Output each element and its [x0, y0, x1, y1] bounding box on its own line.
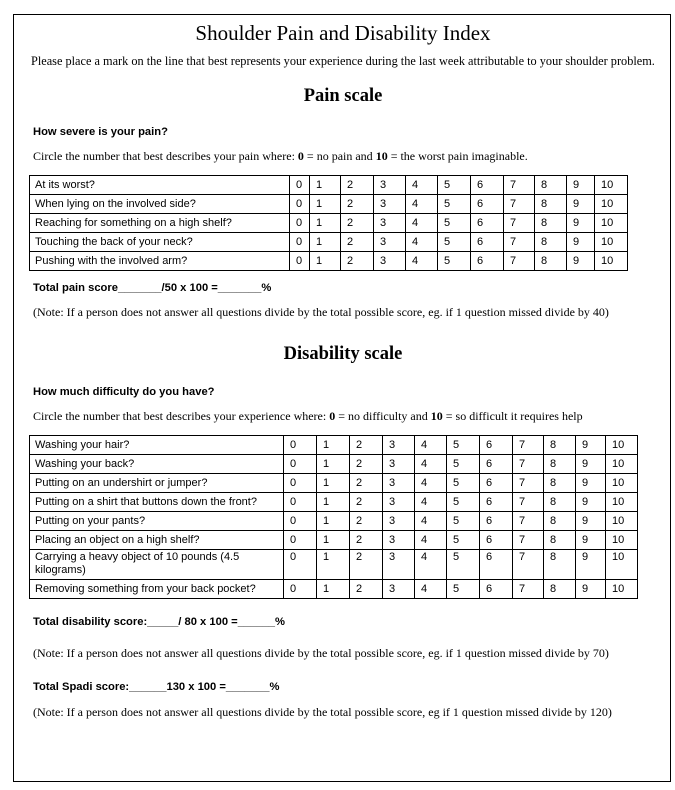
disability-question: How much difficulty do you have? [33, 386, 215, 398]
pain-scale-row [30, 176, 628, 195]
pain-score-option-9[interactable]: 9 [567, 233, 595, 252]
pain-score-option-9[interactable]: 9 [567, 195, 595, 214]
disability-score-option-7[interactable]: 7 [513, 512, 544, 531]
pain-score-option-4[interactable]: 4 [406, 176, 438, 195]
pain-score-option-7[interactable]: 7 [504, 214, 535, 233]
disability-item-label: Carrying a heavy object of 10 pounds (4.5 kilograms) [30, 550, 284, 580]
pain-item-label: When lying on the involved side? [30, 195, 290, 214]
pain-score-option-1[interactable]: 1 [310, 214, 341, 233]
pain-score-option-10[interactable]: 10 [595, 195, 628, 214]
spadi-note: (Note: If a person does not answer all questions divide by the total possible score, eg if 1 question missed divide by 120) [33, 705, 612, 719]
pain-score-option-0[interactable]: 0 [290, 214, 310, 233]
pain-score-option-7[interactable]: 7 [504, 195, 535, 214]
disability-item-label: Placing an object on a high shelf? [30, 531, 284, 550]
disability-score-option-5[interactable]: 5 [447, 436, 480, 455]
disability-circle-instruction: Circle the number that best describes your experience where: 0 = no difficulty and 10 = so difficult it requires help [33, 409, 583, 423]
disability-score-option-9[interactable]: 9 [576, 550, 606, 580]
disability-score-option-1[interactable]: 1 [317, 531, 350, 550]
disability-score-option-4[interactable]: 4 [415, 531, 447, 550]
disability-score-option-10[interactable]: 10 [606, 493, 638, 512]
disability-score-option-1[interactable]: 1 [317, 493, 350, 512]
disability-score-option-3[interactable]: 3 [383, 474, 415, 493]
disability-score-option-4[interactable]: 4 [415, 512, 447, 531]
disability-score-option-9[interactable]: 9 [576, 493, 606, 512]
pain-score-option-0[interactable]: 0 [290, 176, 310, 195]
pain-scale-row [30, 214, 628, 233]
pain-score-option-8[interactable]: 8 [535, 195, 567, 214]
disability-score-option-7[interactable]: 7 [513, 580, 544, 599]
pain-score-option-2[interactable]: 2 [341, 214, 374, 233]
disability-scale-row [30, 531, 638, 550]
disability-scale-row [30, 493, 638, 512]
pain-score-option-4[interactable]: 4 [406, 233, 438, 252]
disability-scale-row [30, 580, 638, 599]
disability-score-option-9[interactable]: 9 [576, 531, 606, 550]
pain-score-option-7[interactable]: 7 [504, 233, 535, 252]
disability-score-option-8[interactable]: 8 [544, 531, 576, 550]
pain-score-option-9[interactable]: 9 [567, 214, 595, 233]
pain-score-option-3[interactable]: 3 [374, 233, 406, 252]
disability-note: (Note: If a person does not answer all questions divide by the total possible score, eg. if 1 question missed divide by 70) [33, 646, 609, 660]
disability-score-option-9[interactable]: 9 [576, 580, 606, 599]
disability-score-option-6[interactable]: 6 [480, 474, 513, 493]
pain-score-option-9[interactable]: 9 [567, 252, 595, 271]
disability-score-option-10[interactable]: 10 [606, 455, 638, 474]
pain-score-option-1[interactable]: 1 [310, 252, 341, 271]
disability-score-option-7[interactable]: 7 [513, 531, 544, 550]
disability-score-option-10[interactable]: 10 [606, 550, 638, 580]
pain-item-label: At its worst? [30, 176, 290, 195]
pain-score-option-3[interactable]: 3 [374, 252, 406, 271]
disability-score-option-6[interactable]: 6 [480, 436, 513, 455]
pain-circle-instruction: Circle the number that best describes your pain where: 0 = no pain and 10 = the worst pain imaginable. [33, 149, 528, 163]
pain-score-option-2[interactable]: 2 [341, 176, 374, 195]
disability-item-label: Washing your hair? [30, 436, 284, 455]
disability-score-option-7[interactable]: 7 [513, 436, 544, 455]
form-page [13, 14, 671, 782]
disability-score-option-2[interactable]: 2 [350, 531, 383, 550]
page-title: Shoulder Pain and Disability Index [195, 21, 491, 45]
pain-item-label: Reaching for something on a high shelf? [30, 214, 290, 233]
disability-score-option-0[interactable]: 0 [284, 493, 317, 512]
disability-score-option-1[interactable]: 1 [317, 512, 350, 531]
form-instruction: Please place a mark on the line that best represents your experience during the last week attributable to your shoulder problem. [31, 54, 655, 68]
disability-score-option-1[interactable]: 1 [317, 455, 350, 474]
pain-score-option-5[interactable]: 5 [438, 214, 471, 233]
pain-scale-heading: Pain scale [303, 86, 383, 106]
disability-score-option-8[interactable]: 8 [544, 436, 576, 455]
disability-score-option-8[interactable]: 8 [544, 512, 576, 531]
disability-score-option-8[interactable]: 8 [544, 493, 576, 512]
disability-score-option-5[interactable]: 5 [447, 531, 480, 550]
disability-score-option-8[interactable]: 8 [544, 455, 576, 474]
disability-score-option-2[interactable]: 2 [350, 436, 383, 455]
pain-score-option-5[interactable]: 5 [438, 176, 471, 195]
disability-scale-row [30, 436, 638, 455]
disability-score-option-6[interactable]: 6 [480, 512, 513, 531]
pain-score-option-4[interactable]: 4 [406, 214, 438, 233]
disability-score-option-3[interactable]: 3 [383, 493, 415, 512]
disability-score-option-10[interactable]: 10 [606, 580, 638, 599]
pain-score-option-7[interactable]: 7 [504, 252, 535, 271]
pain-score-option-8[interactable]: 8 [535, 233, 567, 252]
pain-question: How severe is your pain? [33, 126, 168, 138]
disability-item-label: Putting on a shirt that buttons down the front? [30, 493, 284, 512]
disability-score-option-5[interactable]: 5 [447, 512, 480, 531]
pain-score-option-1[interactable]: 1 [310, 233, 341, 252]
disability-score-option-5[interactable]: 5 [447, 493, 480, 512]
pain-score-option-3[interactable]: 3 [374, 176, 406, 195]
disability-score-option-6[interactable]: 6 [480, 493, 513, 512]
disability-item-label: Removing something from your back pocket? [30, 580, 284, 599]
pain-score-option-2[interactable]: 2 [341, 252, 374, 271]
disability-score-option-7[interactable]: 7 [513, 455, 544, 474]
pain-score-option-10[interactable]: 10 [595, 176, 628, 195]
disability-item-label: Putting on an undershirt or jumper? [30, 474, 284, 493]
disability-score-option-10[interactable]: 10 [606, 531, 638, 550]
pain-score-option-2[interactable]: 2 [341, 195, 374, 214]
disability-score-option-0[interactable]: 0 [284, 531, 317, 550]
disability-score-option-3[interactable]: 3 [383, 455, 415, 474]
disability-score-option-8[interactable]: 8 [544, 474, 576, 493]
pain-score-option-1[interactable]: 1 [310, 176, 341, 195]
pain-scale-row [30, 195, 628, 214]
pain-note: (Note: If a person does not answer all questions divide by the total possible score, eg. if 1 question missed divide by 40) [33, 305, 609, 319]
disability-scale-row [30, 550, 638, 580]
disability-total-score: Total disability score:_____/ 80 x 100 =______% [33, 616, 285, 628]
pain-score-option-5[interactable]: 5 [438, 195, 471, 214]
disability-score-option-2[interactable]: 2 [350, 512, 383, 531]
spadi-total-score: Total Spadi score:______130 x 100 =_______% [33, 681, 280, 693]
pain-scale-table [29, 175, 628, 271]
disability-score-option-5[interactable]: 5 [447, 474, 480, 493]
pain-score-option-7[interactable]: 7 [504, 176, 535, 195]
disability-score-option-7[interactable]: 7 [513, 474, 544, 493]
disability-scale-heading: Disability scale [283, 344, 403, 364]
disability-score-option-3[interactable]: 3 [383, 550, 415, 580]
disability-score-option-4[interactable]: 4 [415, 436, 447, 455]
pain-score-option-3[interactable]: 3 [374, 214, 406, 233]
disability-score-option-10[interactable]: 10 [606, 474, 638, 493]
disability-score-option-6[interactable]: 6 [480, 455, 513, 474]
pain-total-score: Total pain score_______/50 x 100 =_______% [33, 282, 272, 294]
pain-score-option-0[interactable]: 0 [290, 195, 310, 214]
disability-score-option-6[interactable]: 6 [480, 531, 513, 550]
disability-score-option-3[interactable]: 3 [383, 436, 415, 455]
disability-score-option-6[interactable]: 6 [480, 580, 513, 599]
pain-score-option-4[interactable]: 4 [406, 252, 438, 271]
disability-score-option-4[interactable]: 4 [415, 580, 447, 599]
disability-score-option-1[interactable]: 1 [317, 436, 350, 455]
disability-score-option-10[interactable]: 10 [606, 436, 638, 455]
disability-score-option-0[interactable]: 0 [284, 436, 317, 455]
pain-score-option-10[interactable]: 10 [595, 252, 628, 271]
pain-score-option-6[interactable]: 6 [471, 195, 504, 214]
disability-score-option-7[interactable]: 7 [513, 493, 544, 512]
disability-score-option-0[interactable]: 0 [284, 474, 317, 493]
pain-score-option-5[interactable]: 5 [438, 233, 471, 252]
pain-score-option-4[interactable]: 4 [406, 195, 438, 214]
disability-score-option-3[interactable]: 3 [383, 531, 415, 550]
disability-scale-row [30, 512, 638, 531]
pain-scale-row [30, 252, 628, 271]
disability-score-option-4[interactable]: 4 [415, 474, 447, 493]
disability-score-option-6[interactable]: 6 [480, 550, 513, 580]
disability-score-option-5[interactable]: 5 [447, 550, 480, 580]
pain-score-option-8[interactable]: 8 [535, 252, 567, 271]
pain-score-option-0[interactable]: 0 [290, 233, 310, 252]
disability-score-option-5[interactable]: 5 [447, 580, 480, 599]
disability-score-option-2[interactable]: 2 [350, 474, 383, 493]
pain-score-option-6[interactable]: 6 [471, 176, 504, 195]
pain-score-option-6[interactable]: 6 [471, 233, 504, 252]
disability-score-option-0[interactable]: 0 [284, 512, 317, 531]
disability-scale-row [30, 455, 638, 474]
pain-score-option-6[interactable]: 6 [471, 214, 504, 233]
disability-scale-row [30, 474, 638, 493]
pain-score-option-2[interactable]: 2 [341, 233, 374, 252]
disability-score-option-2[interactable]: 2 [350, 455, 383, 474]
pain-score-option-8[interactable]: 8 [535, 214, 567, 233]
disability-score-option-9[interactable]: 9 [576, 474, 606, 493]
disability-score-option-10[interactable]: 10 [606, 512, 638, 531]
pain-score-option-5[interactable]: 5 [438, 252, 471, 271]
pain-score-option-1[interactable]: 1 [310, 195, 341, 214]
disability-score-option-7[interactable]: 7 [513, 550, 544, 580]
disability-score-option-1[interactable]: 1 [317, 580, 350, 599]
disability-score-option-0[interactable]: 0 [284, 455, 317, 474]
pain-score-option-10[interactable]: 10 [595, 233, 628, 252]
pain-scale-row [30, 233, 628, 252]
disability-score-option-8[interactable]: 8 [544, 550, 576, 580]
disability-scale-table [29, 435, 638, 599]
disability-score-option-2[interactable]: 2 [350, 493, 383, 512]
disability-score-option-2[interactable]: 2 [350, 550, 383, 580]
pain-score-option-10[interactable]: 10 [595, 214, 628, 233]
pain-item-label: Touching the back of your neck? [30, 233, 290, 252]
disability-score-option-0[interactable]: 0 [284, 580, 317, 599]
disability-score-option-2[interactable]: 2 [350, 580, 383, 599]
pain-score-option-9[interactable]: 9 [567, 176, 595, 195]
disability-item-label: Washing your back? [30, 455, 284, 474]
disability-score-option-5[interactable]: 5 [447, 455, 480, 474]
pain-score-option-0[interactable]: 0 [290, 252, 310, 271]
disability-score-option-4[interactable]: 4 [415, 550, 447, 580]
disability-score-option-1[interactable]: 1 [317, 550, 350, 580]
disability-score-option-3[interactable]: 3 [383, 512, 415, 531]
pain-score-option-8[interactable]: 8 [535, 176, 567, 195]
disability-score-option-9[interactable]: 9 [576, 455, 606, 474]
disability-item-label: Putting on your pants? [30, 512, 284, 531]
disability-score-option-3[interactable]: 3 [383, 580, 415, 599]
disability-score-option-8[interactable]: 8 [544, 580, 576, 599]
pain-score-option-6[interactable]: 6 [471, 252, 504, 271]
disability-score-option-9[interactable]: 9 [576, 512, 606, 531]
pain-score-option-3[interactable]: 3 [374, 195, 406, 214]
disability-score-option-4[interactable]: 4 [415, 455, 447, 474]
disability-score-option-4[interactable]: 4 [415, 493, 447, 512]
pain-item-label: Pushing with the involved arm? [30, 252, 290, 271]
disability-score-option-9[interactable]: 9 [576, 436, 606, 455]
disability-score-option-0[interactable]: 0 [284, 550, 317, 580]
disability-score-option-1[interactable]: 1 [317, 474, 350, 493]
